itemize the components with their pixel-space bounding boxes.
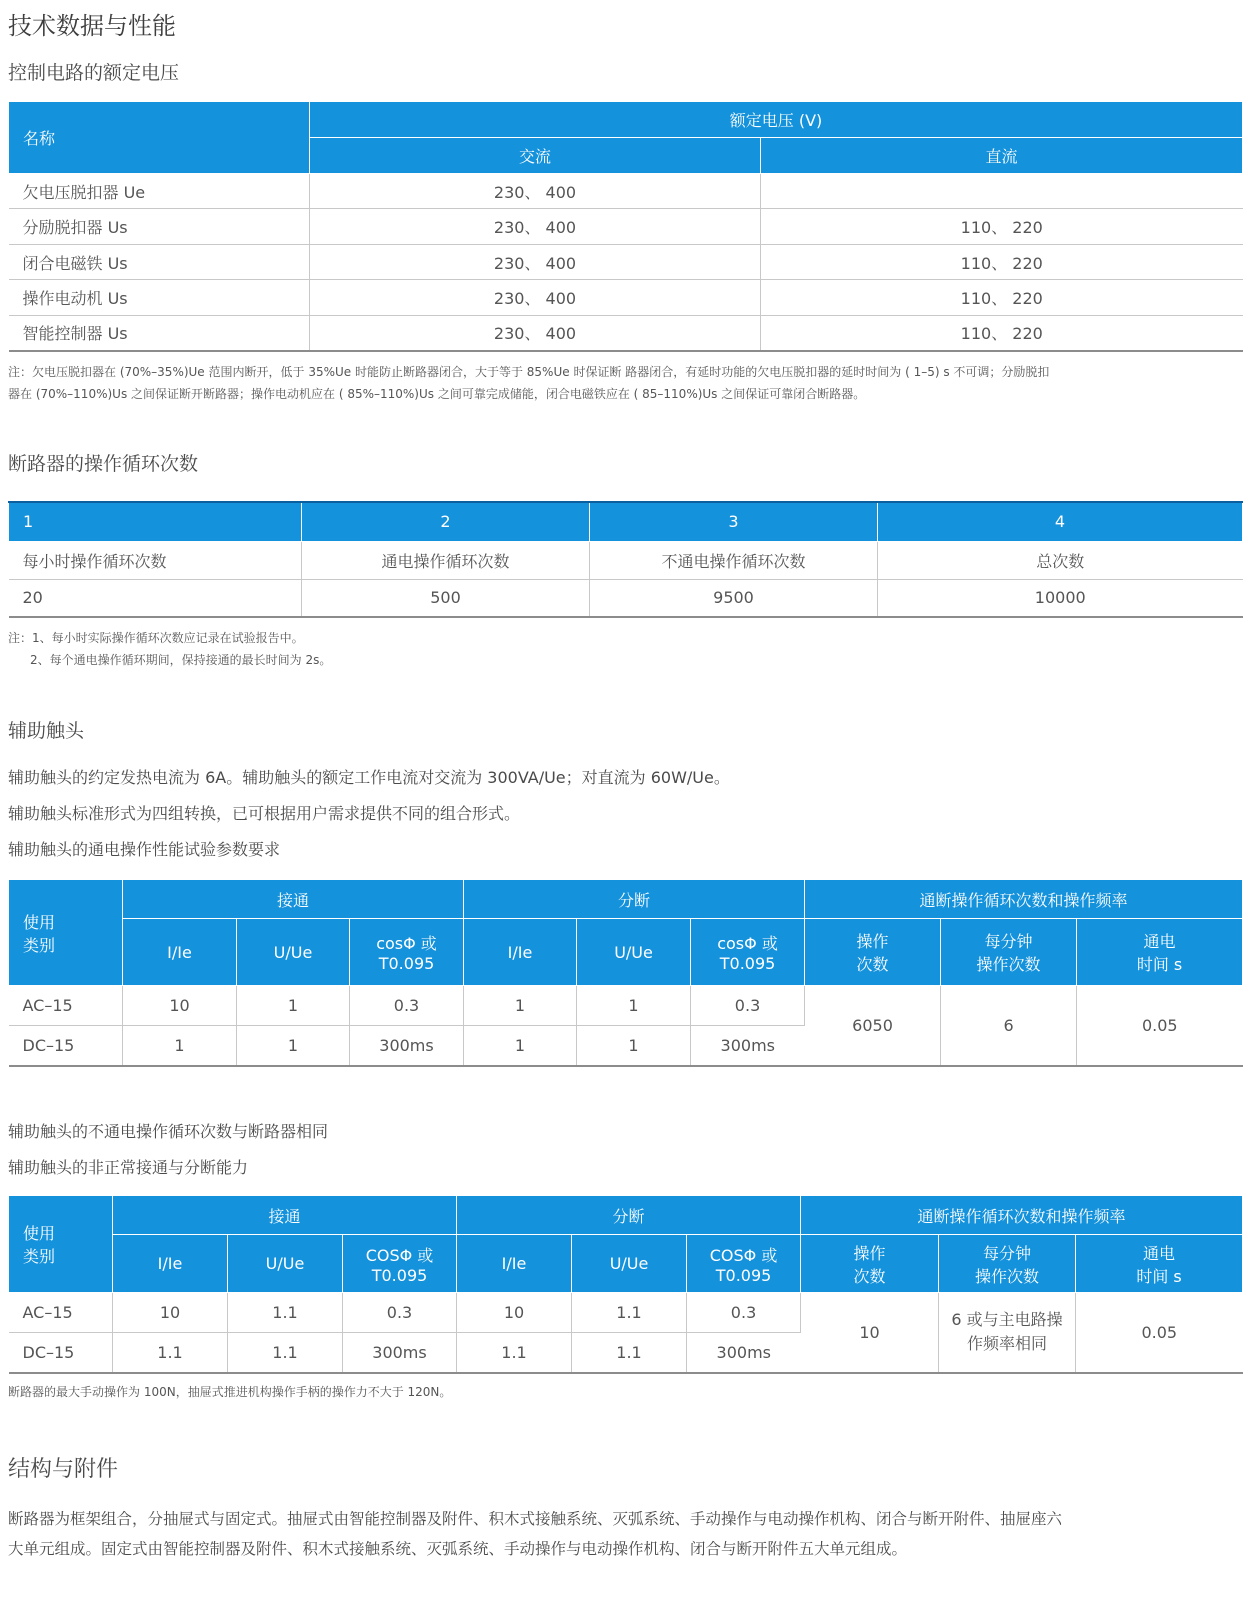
note-operation-cycles — [8, 627, 1240, 671]
cell-ac: 230、 400 — [310, 209, 761, 245]
header-make: 接通 — [123, 880, 464, 919]
aux-energized-test-table — [8, 879, 1243, 1067]
header-u-ue: U/Ue — [228, 1235, 343, 1293]
cell-label: 每小时操作循环次数 — [9, 541, 302, 579]
header-u-ue: U/Ue — [577, 919, 691, 986]
header-col-4: 4 — [878, 502, 1243, 541]
header-i-ie: I/Ie — [113, 1235, 228, 1293]
cell-category: DC–15 — [9, 1026, 123, 1066]
cell-dc: 110、 220 — [761, 245, 1243, 280]
table-row — [9, 209, 1243, 245]
header-i-ie: I/Ie — [464, 919, 577, 986]
header-ops-per-minute: 每分钟 操作次数 — [941, 919, 1077, 986]
section-heading-rated-voltage: 控制电路的额定电压 — [8, 62, 180, 84]
operation-cycles-table — [8, 501, 1243, 618]
paragraph: 辅助触头标准形式为四组转换，已可根据用户需求提供不同的组合形式。 — [8, 804, 521, 823]
cell-ac: 230、 400 — [310, 280, 761, 316]
header-i-ie: I/Ie — [457, 1235, 572, 1293]
cell-make-u: 1 — [237, 1026, 350, 1066]
cell-make-cos: 0.3 — [343, 1293, 457, 1333]
paragraph: 辅助触头的非正常接通与分断能力 — [8, 1158, 249, 1177]
header-i-ie: I/Ie — [123, 919, 237, 986]
cell-label: 通电操作循环次数 — [302, 541, 590, 579]
cell-break-cos: 300ms — [687, 1333, 801, 1373]
cell-dc: 110、 220 — [761, 316, 1243, 351]
paragraph-structure — [8, 1504, 1242, 1564]
cell-ac: 230、 400 — [310, 174, 761, 209]
header-break: 分断 — [464, 880, 805, 919]
cell-break-u: 1 — [577, 1026, 691, 1066]
cell-category: AC–15 — [9, 1293, 113, 1333]
header-ac: 交流 — [310, 138, 761, 174]
cell-energized-time: 0.05 — [1076, 1293, 1243, 1373]
cell-make-u: 1 — [237, 986, 350, 1026]
cell-label: 总次数 — [878, 541, 1243, 579]
header-energized-time: 通电 时间 s — [1076, 1235, 1243, 1293]
table-row — [9, 579, 1243, 617]
page-title: 技术数据与性能 — [8, 12, 176, 40]
header-operation-count: 操作 次数 — [801, 1235, 939, 1293]
cell-break-i: 1 — [464, 986, 577, 1026]
cell-dc: 110、 220 — [761, 209, 1243, 245]
cell-value: 10000 — [878, 579, 1243, 617]
header-rated-voltage: 额定电压 (V) — [310, 102, 1243, 138]
header-name: 名称 — [9, 102, 310, 174]
cell-value: 20 — [9, 579, 302, 617]
cell-ops-per-minute: 6 — [941, 986, 1077, 1066]
cell-make-u: 1.1 — [228, 1333, 343, 1373]
header-u-ue: U/Ue — [237, 919, 350, 986]
note-rated-voltage — [8, 361, 1240, 405]
cell-name: 操作电动机 Us — [9, 280, 310, 316]
cell-break-i: 10 — [457, 1293, 572, 1333]
table-row — [9, 1293, 1243, 1333]
cell-value: 9500 — [590, 579, 878, 617]
header-category: 使用 类别 — [9, 1196, 113, 1293]
header-operation-count: 操作 次数 — [805, 919, 941, 986]
cell-category: DC–15 — [9, 1333, 113, 1373]
header-cos-phi: COSΦ 或 T0.095 — [343, 1235, 457, 1293]
table-row — [9, 280, 1243, 316]
note-line: 器在 (70%–110%)Us 之间保证断开断路器；操作电动机应在 ( 85%–110%)Us 之间可靠完成储能，闭合电磁铁应在 ( 85–110%)Us 之间保证可靠闭合断路器。 — [8, 387, 866, 401]
header-col-2: 2 — [302, 502, 590, 541]
cell-make-u: 1.1 — [228, 1293, 343, 1333]
cell-make-i: 10 — [113, 1293, 228, 1333]
note-line: 注：欠电压脱扣器在 (70%–35%)Ue 范围内断开，低于 35%Ue 时能防止断路器闭合，大于等于 85%Ue 时保证断 路器闭合，有延时功能的欠电压脱扣器的延时时间为 ( 1–5) s 不可调；分励脱扣 — [8, 365, 1050, 379]
paragraph: 辅助触头的约定发热电流为 6A。辅助触头的额定工作电流对交流为 300VA/Ue；对直流为 60W/Ue。 — [8, 768, 730, 787]
cell-name: 欠电压脱扣器 Ue — [9, 174, 310, 209]
cell-make-i: 10 — [123, 986, 237, 1026]
header-make: 接通 — [113, 1196, 457, 1235]
cell-make-cos: 0.3 — [350, 986, 464, 1026]
aux-abnormal-make-break-table — [8, 1195, 1243, 1374]
table-row — [9, 986, 1243, 1026]
cell-operation-count: 6050 — [805, 986, 941, 1066]
cell-make-i: 1 — [123, 1026, 237, 1066]
section-heading-auxiliary-contacts: 辅助触头 — [8, 720, 85, 742]
cell-break-cos: 0.3 — [687, 1293, 801, 1333]
cell-label: 不通电操作循环次数 — [590, 541, 878, 579]
paragraph-line: 大单元组成。固定式由智能控制器及附件、积木式接触系统、灭弧系统、手动操作与电动操作机构、闭合与断开附件五大单元组成。 — [8, 1540, 908, 1558]
section-heading-structure-accessories: 结构与附件 — [8, 1457, 119, 1482]
table-row — [9, 174, 1243, 209]
rated-voltage-table — [8, 101, 1243, 352]
cell-energized-time: 0.05 — [1077, 986, 1243, 1066]
table-row — [9, 245, 1243, 280]
cell-break-i: 1.1 — [457, 1333, 572, 1373]
cell-make-cos: 300ms — [343, 1333, 457, 1373]
cell-break-cos: 0.3 — [691, 986, 805, 1026]
section-heading-operation-cycles: 断路器的操作循环次数 — [8, 453, 199, 475]
cell-break-i: 1 — [464, 1026, 577, 1066]
cell-value: 500 — [302, 579, 590, 617]
cell-ops-per-minute: 6 或与主电路操 作频率相同 — [939, 1293, 1076, 1373]
note-manual-operation-force: 断路器的最大手动操作为 100N，抽屉式推进机构操作手柄的操作力不大于 120N。 — [8, 1385, 452, 1399]
cell-break-cos: 300ms — [691, 1026, 805, 1066]
header-energized-time: 通电 时间 s — [1077, 919, 1243, 986]
header-col-3: 3 — [590, 502, 878, 541]
cell-operation-count: 10 — [801, 1293, 939, 1373]
paragraph-line: 断路器为框架组合，分抽屉式与固定式。抽屉式由智能控制器及附件、积木式接触系统、灭弧系统、手动操作与电动操作机构、闭合与断开附件、抽屉座六 — [8, 1510, 1063, 1528]
cell-break-u: 1 — [577, 986, 691, 1026]
header-cycles-frequency: 通断操作循环次数和操作频率 — [801, 1196, 1243, 1235]
header-cos-phi: cosΦ 或 T0.095 — [691, 919, 805, 986]
header-u-ue: U/Ue — [572, 1235, 687, 1293]
header-col-1: 1 — [9, 502, 302, 541]
header-cos-phi: cosΦ 或 T0.095 — [350, 919, 464, 986]
header-cycles-frequency: 通断操作循环次数和操作频率 — [805, 880, 1243, 919]
paragraph: 辅助触头的通电操作性能试验参数要求 — [8, 840, 281, 859]
note-line: 注：1、每小时实际操作循环次数应记录在试验报告中。 — [8, 631, 304, 645]
cell-dc: 110、 220 — [761, 280, 1243, 316]
cell-category: AC–15 — [9, 986, 123, 1026]
cell-name: 智能控制器 Us — [9, 316, 310, 351]
header-category: 使用 类别 — [9, 880, 123, 986]
cell-make-cos: 300ms — [350, 1026, 464, 1066]
header-cos-phi: COSΦ 或 T0.095 — [687, 1235, 801, 1293]
cell-name: 分励脱扣器 Us — [9, 209, 310, 245]
cell-name: 闭合电磁铁 Us — [9, 245, 310, 280]
table-row — [9, 316, 1243, 351]
cell-ac: 230、 400 — [310, 245, 761, 280]
header-dc: 直流 — [761, 138, 1243, 174]
table-row — [9, 541, 1243, 579]
paragraph: 辅助触头的不通电操作循环次数与断路器相同 — [8, 1122, 329, 1141]
header-break: 分断 — [457, 1196, 801, 1235]
cell-dc — [761, 174, 1243, 209]
note-line: 2、每个通电操作循环期间，保持接通的最长时间为 2s。 — [30, 653, 332, 667]
cell-ac: 230、 400 — [310, 316, 761, 351]
cell-break-u: 1.1 — [572, 1333, 687, 1373]
header-ops-per-minute: 每分钟 操作次数 — [939, 1235, 1076, 1293]
cell-break-u: 1.1 — [572, 1293, 687, 1333]
cell-make-i: 1.1 — [113, 1333, 228, 1373]
